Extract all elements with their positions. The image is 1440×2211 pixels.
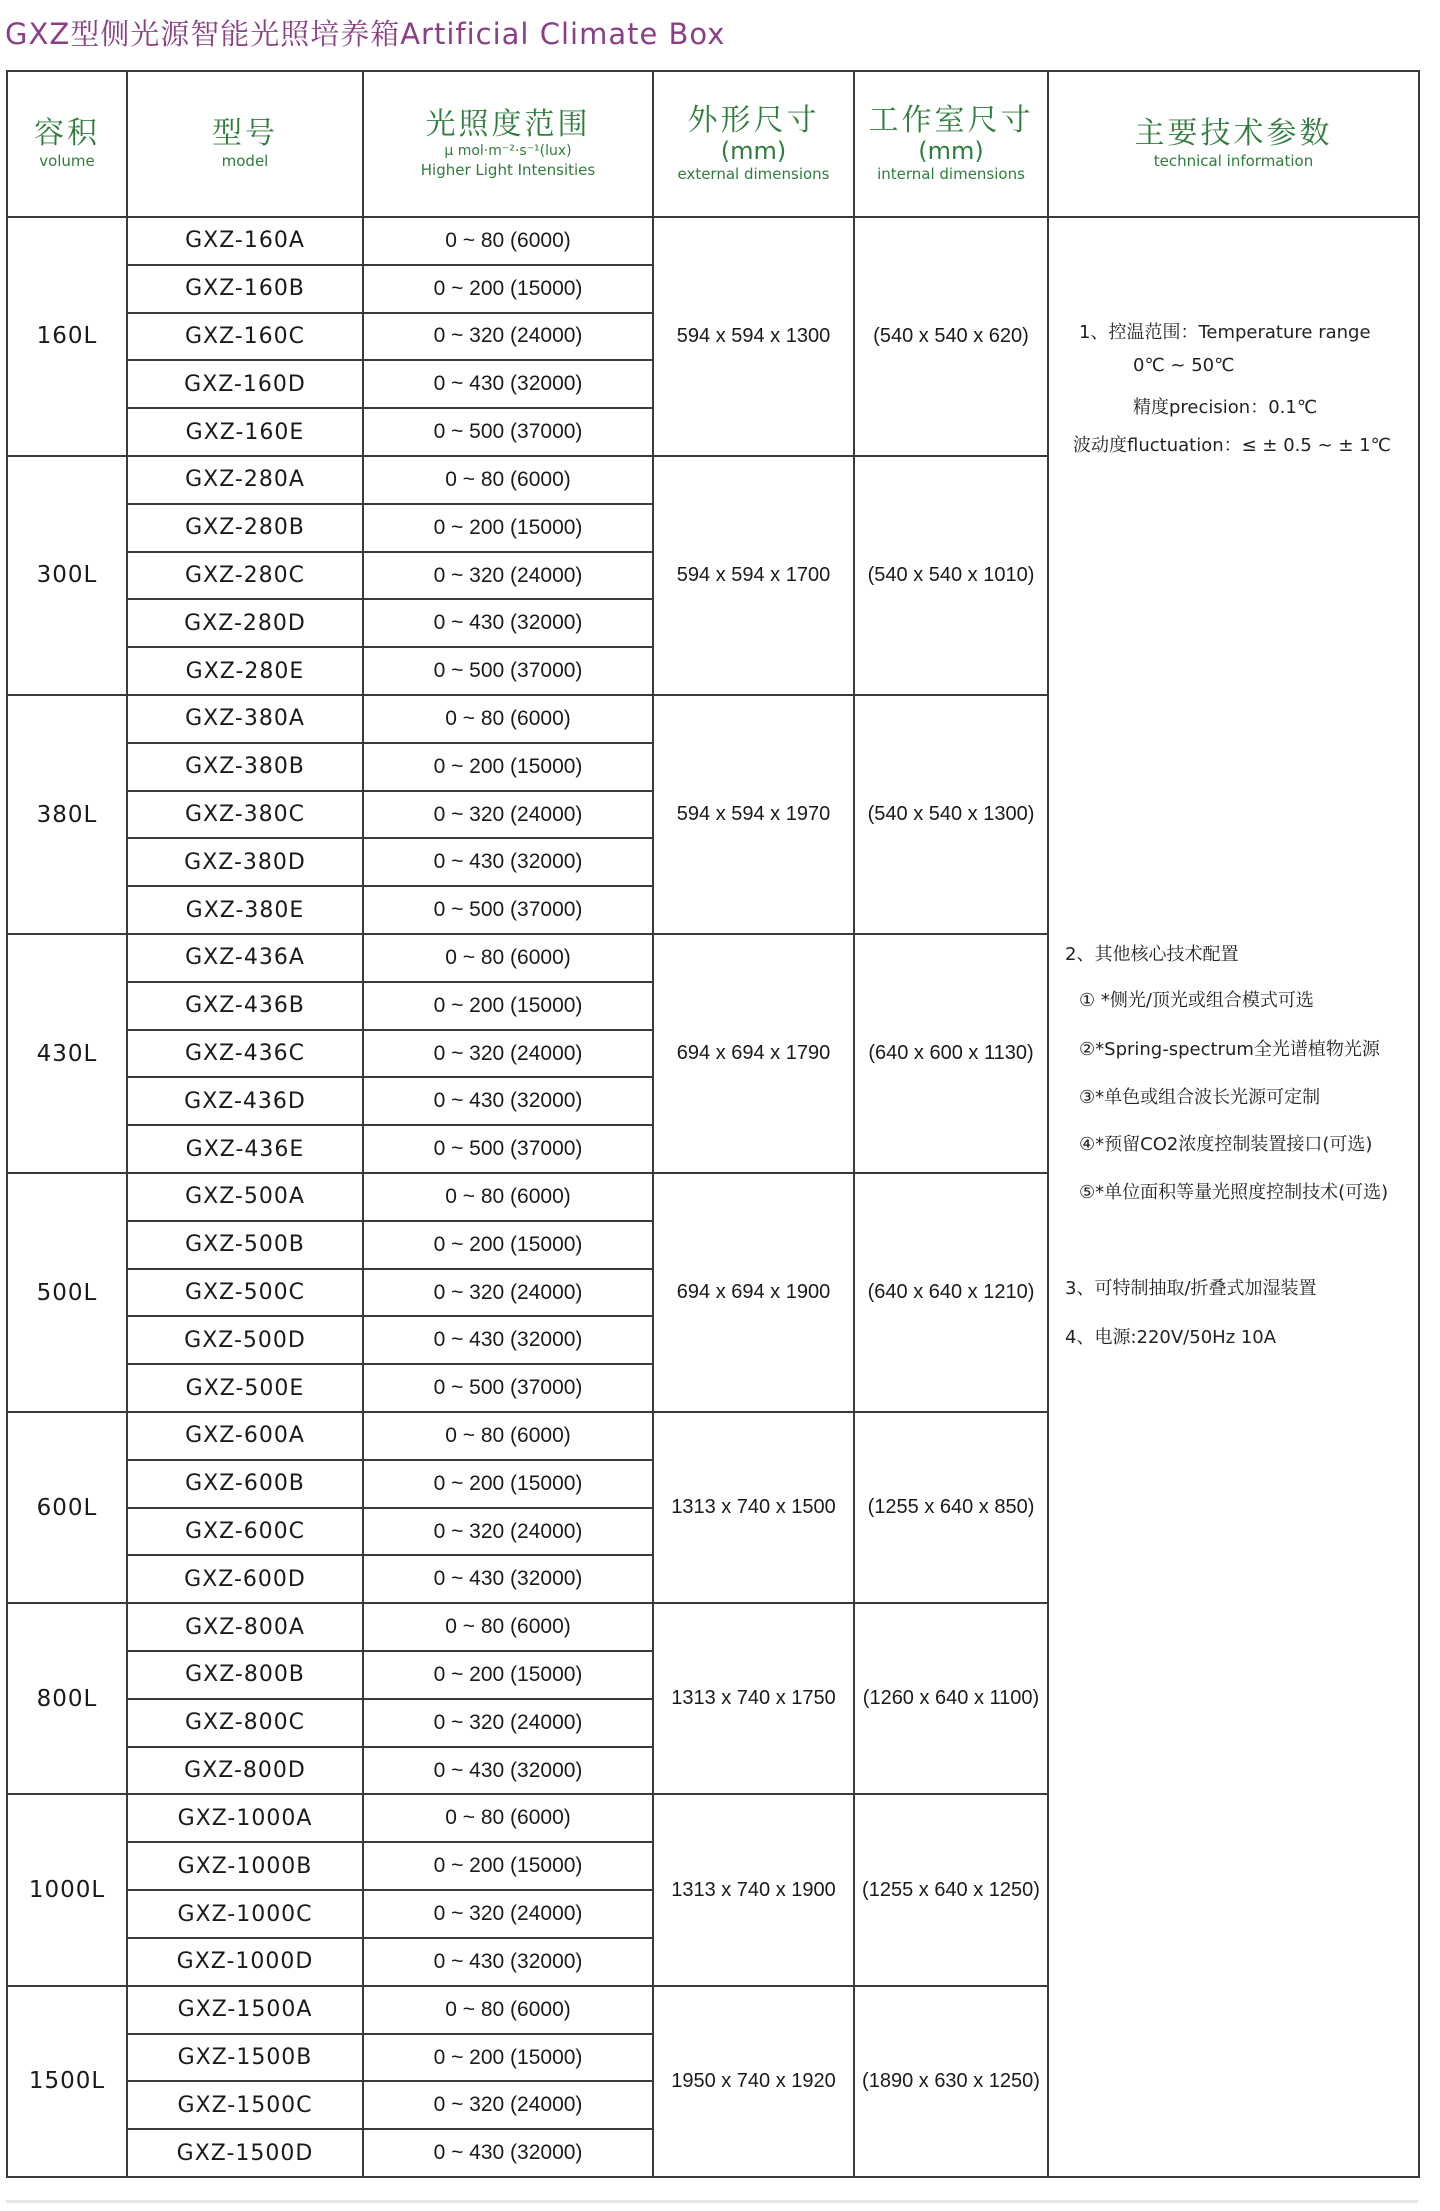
technical-info-list [1049,218,1418,2176]
internal-dimensions-cell: (640 x 640 x 1210) [854,1173,1048,1412]
light-range-cell: 0 ~ 200 (15000) [363,1460,653,1508]
volume-cell: 500L [7,1173,127,1412]
internal-dimensions-cell: (640 x 600 x 1130) [854,934,1048,1173]
internal-dimensions-cell: (540 x 540 x 1010) [854,456,1048,695]
light-range-cell: 0 ~ 320 (24000) [363,1699,653,1747]
table-row [7,217,1419,265]
model-cell: GXZ-160E [127,408,363,456]
internal-dimensions-cell: (1255 x 640 x 850) [854,1412,1048,1603]
light-range-cell: 0 ~ 200 (15000) [363,982,653,1030]
model-cell: GXZ-380A [127,695,363,743]
internal-dimensions-cell: (1890 x 630 x 1250) [854,1986,1048,2177]
model-cell: GXZ-600B [127,1460,363,1508]
volume-cell: 430L [7,934,127,1173]
technical-info-item: ⑤*单位面积等量光照度控制技术(可选) [1079,1182,1389,1203]
light-range-cell: 0 ~ 80 (6000) [363,1794,653,1842]
spec-table-container [6,70,1418,2178]
model-cell: GXZ-500A [127,1173,363,1221]
light-range-cell: 0 ~ 430 (32000) [363,1747,653,1795]
model-cell: GXZ-800D [127,1747,363,1795]
model-cell: GXZ-280D [127,599,363,647]
technical-info-item: 2、其他核心技术配置 [1065,944,1239,965]
light-range-cell: 0 ~ 80 (6000) [363,456,653,504]
model-cell: GXZ-380C [127,791,363,839]
header-tech-en: technical information [1153,152,1314,170]
light-range-cell: 0 ~ 80 (6000) [363,1603,653,1651]
light-range-cell: 0 ~ 80 (6000) [363,934,653,982]
model-cell: GXZ-380E [127,886,363,934]
external-dimensions-cell: 1313 x 740 x 1500 [653,1412,854,1603]
spec-table [6,70,1420,2178]
light-range-cell: 0 ~ 500 (37000) [363,408,653,456]
header-internal [854,71,1048,217]
technical-info-item: ②*Spring-spectrum全光谱植物光源 [1079,1039,1380,1060]
light-range-cell: 0 ~ 430 (32000) [363,1077,653,1125]
model-cell: GXZ-380B [127,743,363,791]
internal-dimensions-cell: (540 x 540 x 620) [854,217,1048,456]
model-cell: GXZ-160B [127,265,363,313]
model-cell: GXZ-500B [127,1221,363,1269]
technical-info-cell [1048,217,1419,2177]
light-range-cell: 0 ~ 320 (24000) [363,1030,653,1078]
light-range-cell: 0 ~ 430 (32000) [363,1938,653,1986]
header-tech-cn: 主要技术参数 [1134,116,1333,151]
model-cell: GXZ-280C [127,552,363,600]
header-external-mm: (mm) [720,137,787,165]
model-cell: GXZ-1000C [127,1890,363,1938]
light-range-cell: 0 ~ 320 (24000) [363,791,653,839]
technical-info-item: 3、可特制抽取/折叠式加湿装置 [1065,1278,1317,1299]
model-cell: GXZ-600A [127,1412,363,1460]
model-cell: GXZ-380D [127,838,363,886]
volume-cell: 380L [7,695,127,934]
model-cell: GXZ-160A [127,217,363,265]
light-range-cell: 0 ~ 320 (24000) [363,1508,653,1556]
light-range-cell: 0 ~ 200 (15000) [363,504,653,552]
volume-cell: 800L [7,1603,127,1794]
header-light-unit: μ mol·m⁻²·s⁻¹(lux) [444,143,572,159]
light-range-cell: 0 ~ 320 (24000) [363,313,653,361]
header-model [127,71,363,217]
model-cell: GXZ-280A [127,456,363,504]
light-range-cell: 0 ~ 500 (37000) [363,886,653,934]
light-range-cell: 0 ~ 320 (24000) [363,2081,653,2129]
model-cell: GXZ-600D [127,1555,363,1603]
header-internal-en: internal dimensions [877,165,1025,183]
light-range-cell: 0 ~ 320 (24000) [363,1269,653,1317]
model-cell: GXZ-800B [127,1651,363,1699]
spec-table-body [7,217,1419,2177]
model-cell: GXZ-500D [127,1316,363,1364]
light-range-cell: 0 ~ 200 (15000) [363,1651,653,1699]
header-light [363,71,653,217]
light-range-cell: 0 ~ 80 (6000) [363,1173,653,1221]
model-cell: GXZ-280B [127,504,363,552]
model-cell: GXZ-160C [127,313,363,361]
model-cell: GXZ-1000D [127,1938,363,1986]
model-cell: GXZ-800C [127,1699,363,1747]
light-range-cell: 0 ~ 430 (32000) [363,599,653,647]
light-range-cell: 0 ~ 80 (6000) [363,1412,653,1460]
header-model-cn: 型号 [212,116,278,151]
technical-info-item: ④*预留CO2浓度控制装置接口(可选) [1079,1134,1373,1155]
light-range-cell: 0 ~ 200 (15000) [363,743,653,791]
model-cell: GXZ-436B [127,982,363,1030]
technical-info-item: 1、控温范围：Temperature range [1079,322,1371,343]
model-cell: GXZ-600C [127,1508,363,1556]
header-model-en: model [221,152,269,170]
external-dimensions-cell: 1950 x 740 x 1920 [653,1986,854,2177]
light-range-cell: 0 ~ 500 (37000) [363,647,653,695]
light-range-cell: 0 ~ 80 (6000) [363,217,653,265]
volume-cell: 1000L [7,1794,127,1985]
technical-info-item: 0℃ ~ 50℃ [1133,355,1235,376]
model-cell: GXZ-436A [127,934,363,982]
volume-cell: 1500L [7,1986,127,2177]
model-cell: GXZ-1000B [127,1842,363,1890]
header-internal-cn: 工作室尺寸 [868,103,1034,138]
light-range-cell: 0 ~ 430 (32000) [363,1555,653,1603]
technical-info-item: ① *侧光/顶光或组合模式可选 [1079,990,1314,1011]
model-cell: GXZ-436E [127,1125,363,1173]
external-dimensions-cell: 1313 x 740 x 1750 [653,1603,854,1794]
light-range-cell: 0 ~ 80 (6000) [363,1986,653,2034]
model-cell: GXZ-1000A [127,1794,363,1842]
header-volume-en: volume [39,152,95,170]
header-light-cn: 光照度范围 [425,107,591,142]
light-range-cell: 0 ~ 200 (15000) [363,1221,653,1269]
volume-cell: 300L [7,456,127,695]
light-range-cell: 0 ~ 320 (24000) [363,552,653,600]
external-dimensions-cell: 594 x 594 x 1300 [653,217,854,456]
light-range-cell: 0 ~ 320 (24000) [363,1890,653,1938]
light-range-cell: 0 ~ 200 (15000) [363,1842,653,1890]
header-volume [7,71,127,217]
model-cell: GXZ-1500C [127,2081,363,2129]
model-cell: GXZ-500C [127,1269,363,1317]
table-header-row [7,71,1419,217]
model-cell: GXZ-436D [127,1077,363,1125]
header-tech [1048,71,1419,217]
model-cell: GXZ-800A [127,1603,363,1651]
header-volume-cn: 容积 [34,116,100,151]
internal-dimensions-cell: (1260 x 640 x 1100) [854,1603,1048,1794]
light-range-cell: 0 ~ 500 (37000) [363,1125,653,1173]
technical-info-item: 4、电源:220V/50Hz 10A [1065,1327,1277,1348]
model-cell: GXZ-280E [127,647,363,695]
light-range-cell: 0 ~ 430 (32000) [363,838,653,886]
technical-info-item: 精度precision：0.1℃ [1133,397,1318,418]
model-cell: GXZ-1500B [127,2034,363,2082]
light-range-cell: 0 ~ 80 (6000) [363,695,653,743]
model-cell: GXZ-436C [127,1030,363,1078]
technical-info-item: ③*单色或组合波长光源可定制 [1079,1087,1321,1108]
light-range-cell: 0 ~ 200 (15000) [363,2034,653,2082]
external-dimensions-cell: 694 x 694 x 1900 [653,1173,854,1412]
model-cell: GXZ-1500A [127,1986,363,2034]
bottom-divider [6,2200,1418,2203]
header-light-en: Higher Light Intensities [420,161,596,179]
light-range-cell: 0 ~ 430 (32000) [363,360,653,408]
volume-cell: 160L [7,217,127,456]
external-dimensions-cell: 594 x 594 x 1970 [653,695,854,934]
light-range-cell: 0 ~ 500 (37000) [363,1364,653,1412]
model-cell: GXZ-1500D [127,2129,363,2177]
header-external-cn: 外形尺寸 [687,103,820,138]
light-range-cell: 0 ~ 430 (32000) [363,2129,653,2177]
light-range-cell: 0 ~ 200 (15000) [363,265,653,313]
technical-info-item: 波动度fluctuation：≤ ± 0.5 ~ ± 1℃ [1073,435,1391,456]
model-cell: GXZ-500E [127,1364,363,1412]
external-dimensions-cell: 1313 x 740 x 1900 [653,1794,854,1985]
internal-dimensions-cell: (540 x 540 x 1300) [854,695,1048,934]
external-dimensions-cell: 694 x 694 x 1790 [653,934,854,1173]
volume-cell: 600L [7,1412,127,1603]
internal-dimensions-cell: (1255 x 640 x 1250) [854,1794,1048,1985]
header-external [653,71,854,217]
header-external-en: external dimensions [677,165,830,183]
light-range-cell: 0 ~ 430 (32000) [363,1316,653,1364]
external-dimensions-cell: 594 x 594 x 1700 [653,456,854,695]
header-internal-mm: (mm) [918,137,984,165]
model-cell: GXZ-160D [127,360,363,408]
page-title: GXZ型侧光源智能光照培养箱Artificial Climate Box [5,17,726,51]
